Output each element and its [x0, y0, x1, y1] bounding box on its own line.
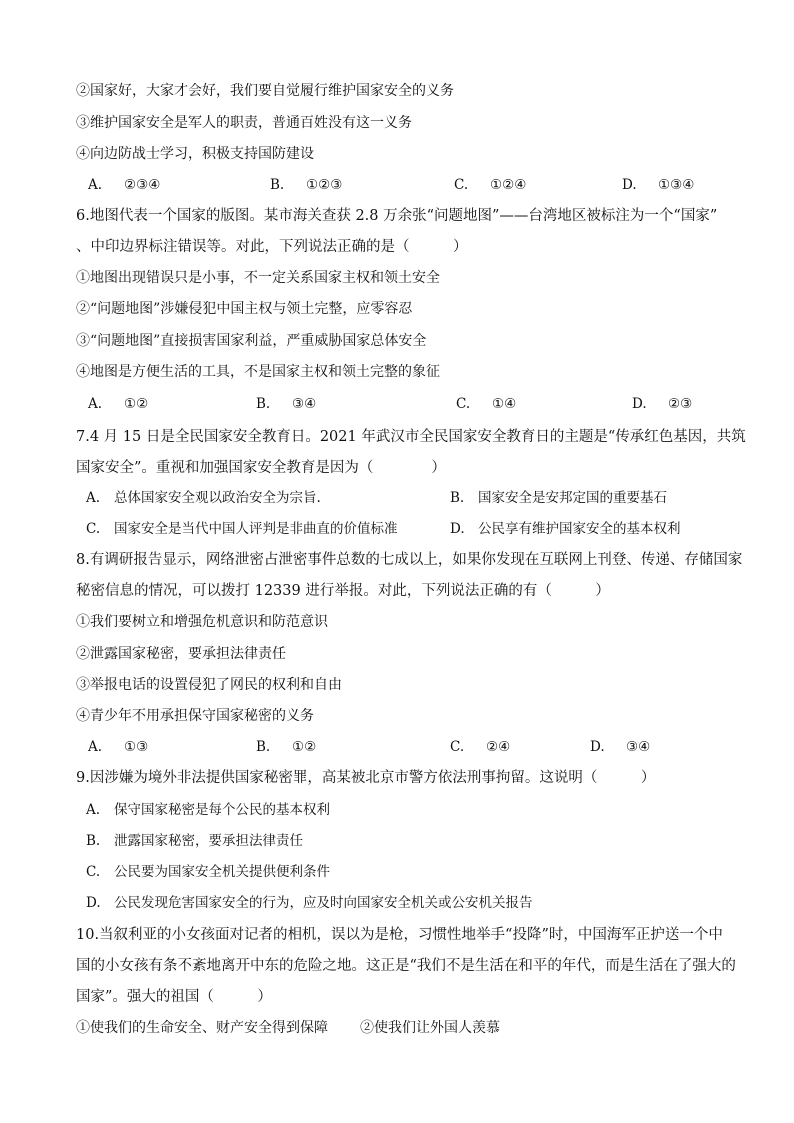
option-c: C. ①④: [456, 396, 517, 412]
option-a: A. 保守国家秘密是每个公民的基本权利: [86, 802, 330, 818]
question-10-stem: 国家”。强大的祖国（ ）: [76, 989, 272, 1005]
option-d: D. 公民享有维护国家安全的基本权利: [450, 521, 681, 537]
question-7-stem: 国家安全”。重视和加强国家安全教育是因为（ ）: [76, 460, 446, 476]
option-b: B. ③④: [256, 396, 317, 412]
option-b: B. 泄露国家秘密，要承担法律责任: [86, 833, 303, 849]
statement: ④向边防战士学习，积极支持国防建设: [76, 146, 314, 162]
question-8-stem: 秘密信息的情况，可以拨打 12339 进行举报。对此，下列说法正确的有（ ）: [76, 583, 610, 599]
statement: ③举报电话的设置侵犯了网民的权利和自由: [76, 677, 342, 693]
statement: ②国家好，大家才会好，我们要自觉履行维护国家安全的义务: [76, 83, 454, 99]
statement: ①地图出现错误只是小事，不一定关系国家主权和领土安全: [76, 270, 440, 286]
option-d: D. 公民发现危害国家安全的行为，应及时向国家安全机关或公安机关报告: [86, 895, 533, 911]
statement: ①我们要树立和增强危机意识和防范意识: [76, 614, 328, 630]
question-9-stem: 9.因涉嫌为境外非法提供国家秘密罪，高某被北京市警方依法刑事拘留。这说明（ ）: [76, 770, 656, 786]
option-c: C. 公民要为国家安全机关提供便利条件: [86, 864, 330, 880]
option-c: C. 国家安全是当代中国人评判是非曲直的价值标准: [86, 521, 398, 537]
option-a: A. ①③: [88, 739, 149, 755]
option-c: C. ①②④: [454, 177, 527, 193]
question-10-stem: 10.当叙利亚的小女孩面对记者的相机，误以为是枪，习惯性地举手“投降”时，中国海军正护送一个中: [76, 927, 723, 943]
option-a: A. ②③④: [88, 177, 161, 193]
statement: ④地图是方便生活的工具，不是国家主权和领土完整的象征: [76, 364, 440, 380]
question-8-stem: 8.有调研报告显示，网络泄密占泄密事件总数的七成以上，如果你发现在互联网上刊登、传递、存储国家: [76, 552, 743, 568]
option-d: D. ①③④: [622, 177, 695, 193]
statement: ③维护国家安全是军人的职责，普通百姓没有这一义务: [76, 115, 412, 131]
option-a: A. ①②: [88, 396, 149, 412]
statement: ②使我们让外国人羡慕: [360, 1020, 500, 1036]
option-c: C. ②④: [450, 739, 511, 755]
statement: ①使我们的生命安全、财产安全得到保障: [76, 1020, 328, 1036]
statement: ③“问题地图”直接损害国家利益，严重威胁国家总体安全: [76, 333, 427, 349]
option-b: B. ①②③: [270, 177, 343, 193]
statement: ②“问题地图”涉嫌侵犯中国主权与领土完整，应零容忍: [76, 301, 413, 317]
option-b: B. ①②: [256, 739, 317, 755]
option-d: D. ②③: [632, 396, 693, 412]
question-7-stem: 7.4 月 15 日是全民国家安全教育日。2021 年武汉市全民国家安全教育日的主题是“传承红色基因，共筑: [76, 429, 746, 445]
statement: ④青少年不用承担保守国家秘密的义务: [76, 708, 314, 724]
option-d: D. ③④: [590, 739, 651, 755]
option-a: A. 总体国家安全观以政治安全为宗旨.: [86, 490, 321, 506]
statement: ②泄露国家秘密，要承担法律责任: [76, 646, 286, 662]
option-b: B. 国家安全是安邦定国的重要基石: [450, 490, 667, 506]
question-10-stem: 国的小女孩有条不紊地离开中东的危险之地。这正是“我们不是生活在和平的年代，而是生活在了强大的: [76, 958, 736, 974]
question-6-stem: 6.地图代表一个国家的版图。某市海关查获 2.8 万余张“问题地图”——台湾地区被标注为一个“国家”: [76, 208, 718, 224]
question-6-stem: 、中印边界标注错误等。对此，下列说法正确的是（ ）: [76, 239, 468, 255]
